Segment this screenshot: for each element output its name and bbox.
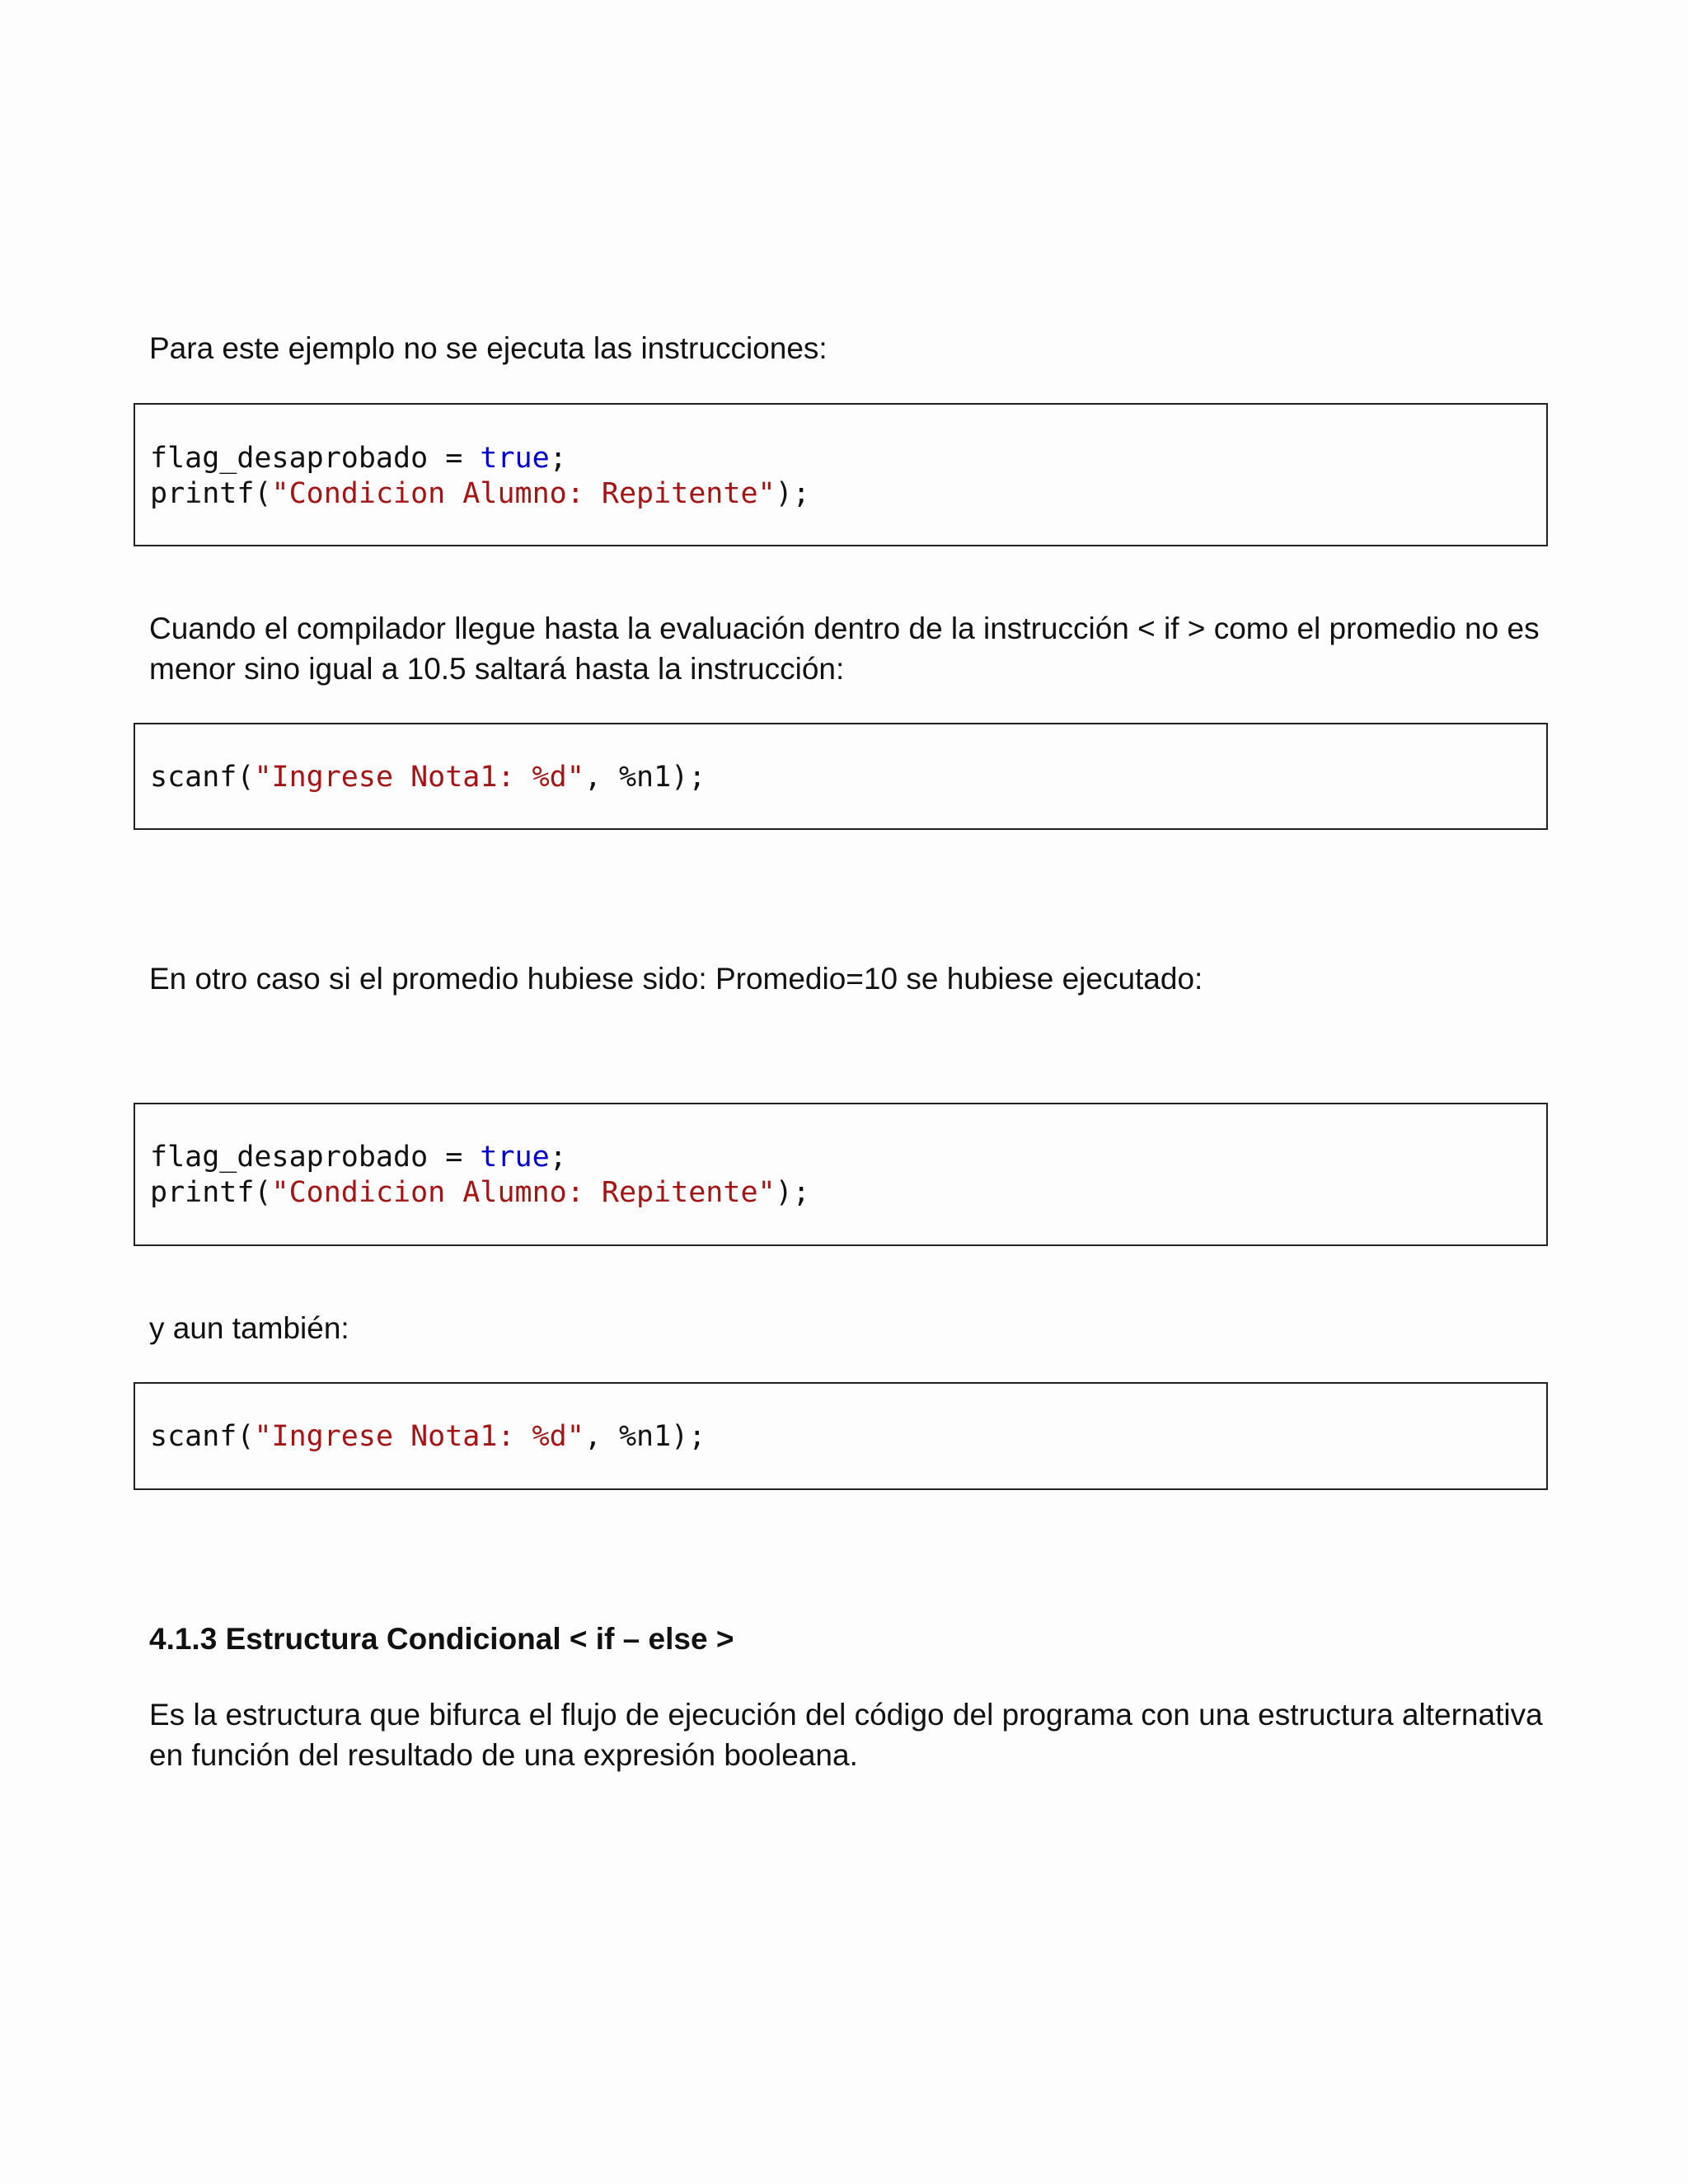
code-block-4: [134, 1382, 1548, 1490]
code-line: [150, 759, 706, 795]
code-line: [150, 1139, 567, 1175]
code-text: , %n1);: [584, 1420, 706, 1453]
code-text: scanf(: [150, 1420, 255, 1453]
paragraph-other-case: En otro caso si el promedio hubiese sido: Promedio=10 se hubiese ejecutado:: [149, 962, 1203, 996]
code-text: , %n1);: [584, 761, 706, 794]
paragraph-definition-line2: en función del resultado de una expresión booleana.: [149, 1738, 858, 1772]
code-keyword: true: [480, 442, 550, 475]
code-line: [150, 440, 567, 476]
paragraph-compiler-line1: Cuando el compilador llegue hasta la evaluación dentro de la instrucción < if > como el promedio no es: [149, 612, 1540, 645]
paragraph-intro: Para este ejemplo no se ejecuta las instrucciones:: [149, 331, 828, 365]
code-string: "Ingrese Nota1: %d": [254, 761, 584, 794]
code-text: ;: [549, 1141, 567, 1174]
code-string: "Ingrese Nota1: %d": [254, 1420, 584, 1453]
code-block-2: [134, 723, 1548, 830]
code-text: );: [775, 1176, 810, 1209]
paragraph-compiler-line2: menor sino igual a 10.5 saltará hasta la instrucción:: [149, 652, 845, 686]
code-block-3: [134, 1103, 1548, 1246]
code-line: [150, 476, 810, 512]
code-text: scanf(: [150, 761, 255, 794]
code-text: printf(: [150, 1176, 272, 1209]
code-text: ;: [549, 442, 567, 475]
code-block-1: [134, 403, 1548, 546]
code-text: flag_desaprobado =: [150, 442, 481, 475]
code-text: printf(: [150, 477, 272, 510]
code-string: "Condicion Alumno: Repitente": [271, 1176, 776, 1209]
code-text: );: [775, 477, 810, 510]
paragraph-also: y aun también:: [149, 1311, 349, 1345]
code-text: flag_desaprobado =: [150, 1141, 481, 1174]
code-keyword: true: [480, 1141, 550, 1174]
paragraph-definition-line1: Es la estructura que bifurca el flujo de ejecución del código del programa con una estructura alternativa: [149, 1698, 1543, 1732]
section-heading: 4.1.3 Estructura Condicional < if – else >: [149, 1622, 734, 1656]
code-string: "Condicion Alumno: Repitente": [271, 477, 776, 510]
code-line: [150, 1174, 810, 1211]
code-line: [150, 1418, 706, 1455]
